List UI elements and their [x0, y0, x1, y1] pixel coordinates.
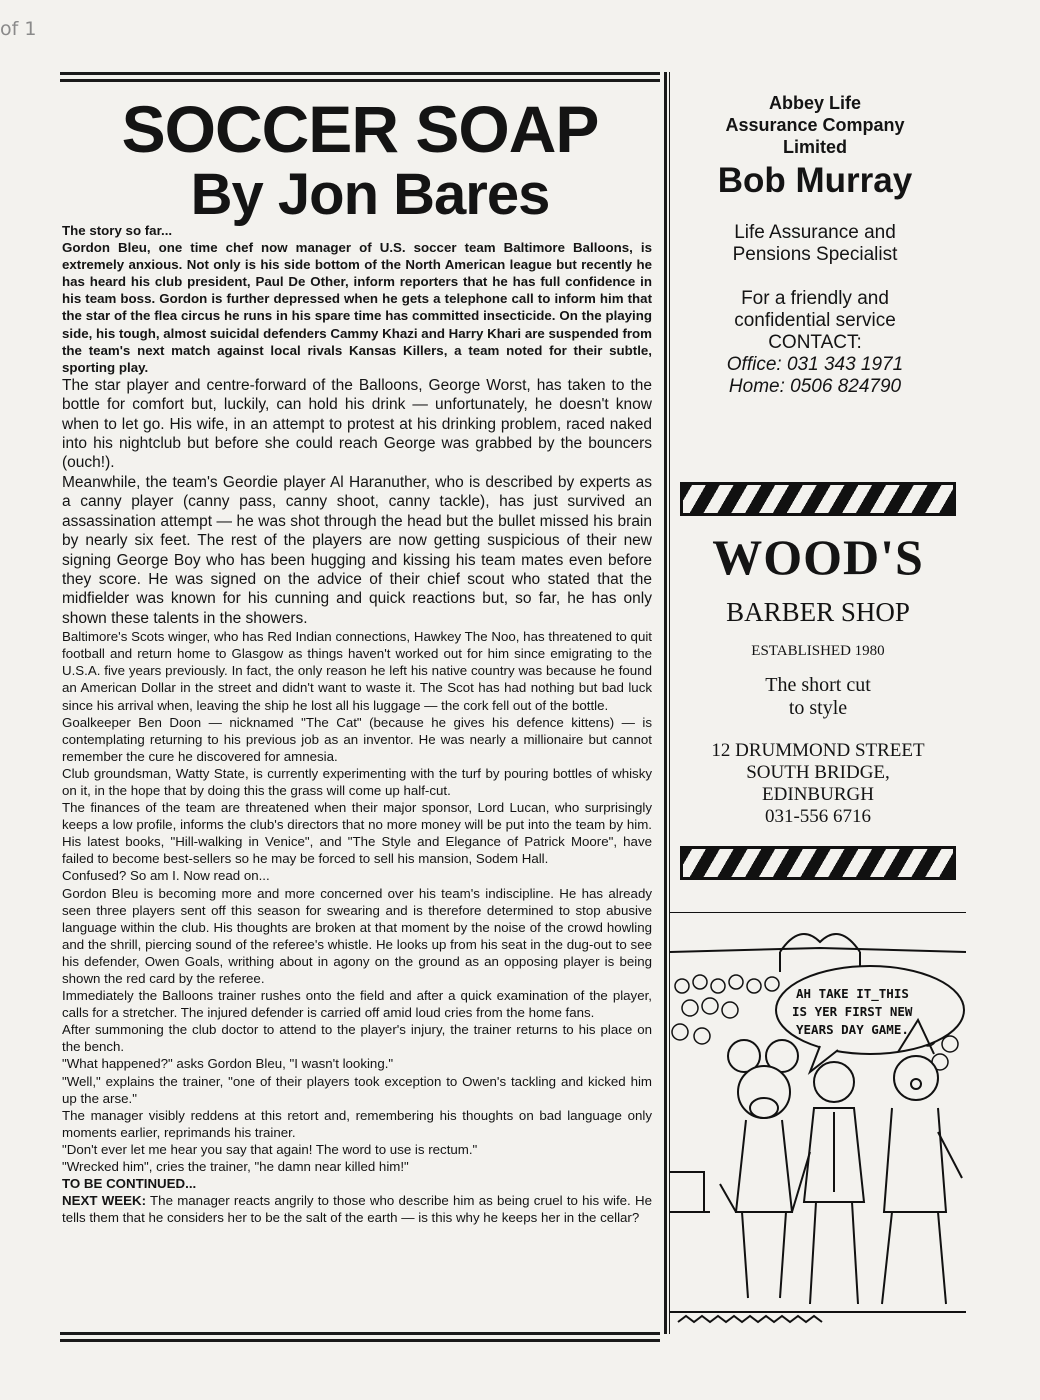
to-be-continued: TO BE CONTINUED...: [62, 1176, 197, 1192]
page-indicator: of 1: [0, 18, 37, 40]
ad-specialty-line: Life Assurance and: [734, 222, 896, 243]
intro-label: The story so far...: [62, 223, 173, 238]
ad-tagline: [680, 674, 956, 720]
ad-address-line: 12 DRUMMOND STREET: [711, 740, 925, 761]
ad-address-line: EDINBURGH: [762, 784, 874, 805]
article-paragraph: Baltimore's Scots winger, who has Red Indian connections, Hawkey The Noo, has threatened to quit football and return home to Glasgow as things haven't worked out for him since emigrating to the U.S.A. five years previously. In fact, the only reason he left his native country was because he found an American Dollar in the street and didn't want to waste it. The Scot has had nothing but bad luck since his arrival when, leaving the ship he lost all his luggage — the cork fell out of the bottle.: [62, 629, 652, 713]
intro-paragraph: Gordon Bleu, one time chef now manager of U.S. soccer team Baltimore Balloons, is extremely anxious. Not only is his side bottom of the North American league but recently he has heard his club president, Paul De Other, inform reporters that he has full confidence in his team boss. Gordon is further depressed when he gets a telephone call to inform him that the star of the flea circus he runs in his spare time has committed insecticide. On the playing side, his tough, almost suicidal defenders Cammy Khazi and Harry Khari are suspended from the team's next match against local rivals Kansas Killers, a team noted for their subtle, sporting play.: [62, 240, 652, 375]
ad-tagline-line: The short cut: [765, 674, 871, 696]
football-cartoon-illustration: [670, 912, 966, 1336]
ad-shop-name: WOOD'S: [712, 529, 924, 585]
ad-service-line: For a friendly and: [741, 288, 889, 309]
ad-contact-label: CONTACT:: [768, 332, 862, 353]
article-paragraph: Club groundsman, Watty State, is currently experimenting with the turf by pouring bottles of whisky on it, in the hope that by doing this the grass will come up half-cut.: [62, 765, 652, 798]
article-paragraph: Meanwhile, the team's Geordie player Al Haranuther, who is described by experts as a canny player (canny pass, canny shoot, canny tackle), has just survived an assassination attempt — he was shot through the head but the bullet missed his brain by nearly six feet. The rest of the players are now getting suspicious of their new signing George Boy who has been hugging and kissing his team mates even before they score. He was signed on the advice of their chief scout who stated that the midfielder was known for his cunning and quick reactions but, so far, he has only shown these talents in the showers.: [62, 473, 652, 627]
article-paragraph: The finances of the team are threatened when their major sponsor, Lord Lucan, who surprisingly keeps a low profile, informs the club's directors that no more money will be put into the team by him. His latest books, "Hill-walking in Venice", and "The Style and Elegance of Patrick Moore", have failed to become best-sellers so he may be forced to sell his mansion, Sodem Hall.: [62, 800, 652, 867]
ad-specialty: [680, 222, 950, 266]
article-paragraph: Goalkeeper Ben Doon — nicknamed "The Cat" (because he gives his defence kittens) — is contemplating returning to his previous job as an inventor. He was nearly a millionaire but cannot remember the cure he discovered for amnesia.: [62, 714, 652, 764]
article-paragraph: Immediately the Balloons trainer rushes onto the field and after a quick examination of the player, calls for a stretcher. The injured defender is carried off amid loud cries from the home fans.: [62, 988, 652, 1021]
article-paragraph: "Well," explains the trainer, "one of their players took exception to Owen's tackling and kicked him up the arse.": [62, 1073, 652, 1106]
ad-tagline-line: to style: [788, 697, 848, 719]
hazard-stripe-bottom: [680, 846, 956, 880]
article-paragraph: "Don't ever let me hear you say that again! The word to use is rectum.": [62, 1141, 478, 1157]
next-week-paragraph: [62, 1192, 652, 1226]
speech-bubble-line: AH TAKE IT_THIS: [796, 986, 909, 1001]
headline-title: SOCCER SOAP: [121, 92, 599, 166]
ad-established: ESTABLISHED 1980: [751, 643, 885, 659]
ad-company-line: Limited: [782, 137, 847, 157]
woods-barber-ad: [680, 528, 956, 828]
ad-shop-type: BARBER SHOP: [726, 597, 910, 627]
article-paragraph: The manager visibly reddens at this retort and, remembering his thoughts on bad language only moments earlier, reprimands his trainer.: [62, 1107, 652, 1140]
article-paragraph: The star player and centre-forward of the Balloons, George Worst, has taken to the bottle for comfort but, luckily, can hold his drink — unfortunately, he doesn't know when to let go. His wife, in an attempt to protest at his drinking problem, raced naked into his nightclub but before she could reach George was grabbed by the bouncers (ouch!).: [62, 376, 652, 472]
ad-address-line: SOUTH BRIDGE,: [746, 762, 890, 783]
top-rule: [60, 72, 660, 82]
article-paragraph: Confused? So am I. Now read on...: [62, 868, 270, 884]
next-week-text: The manager reacts angrily to those who describe him as being cruel to his wife. He tells them that he considers her to be the salt of the earth — is this why he keeps her in the cellar?: [62, 1193, 652, 1226]
next-week-label: NEXT WEEK:: [62, 1193, 147, 1209]
article-paragraph: Gordon Bleu is becoming more and more concerned over his team's indiscipline. He has already seen three players sent off this season for swearing and is therefore determined to stop abusive language within the club. His thoughts are broken at that moment by the noise of the crowd howling and the shrill, piercing sound of the referee's whistle. He looks up from his seat in the dug-out to see his defender, Owen Goals, writhing about in agony on the ground as an opposing player is being shown the red card by the referee.: [62, 885, 652, 986]
article-paragraph: After summoning the club doctor to attend to the player's injury, the trainer returns to his place on the bench.: [62, 1022, 652, 1055]
headline-byline: By Jon Bares: [190, 162, 550, 227]
abbey-life-ad: [680, 92, 950, 398]
ad-company-line: Abbey Life: [768, 93, 861, 113]
ad-specialty-line: Pensions Specialist: [732, 244, 898, 265]
speech-bubble-line: IS YER FIRST NEW: [792, 1004, 913, 1019]
ad-home-phone: Home: 0506 824790: [728, 376, 902, 397]
ad-service: [680, 288, 950, 332]
ad-agent-name: Bob Murray: [717, 161, 913, 200]
ad-office-phone: Office: 031 343 1971: [726, 354, 904, 375]
article-body: [62, 222, 652, 1226]
column-divider: [664, 72, 667, 1334]
ad-service-line: confidential service: [734, 310, 896, 331]
article-paragraph: "What happened?" asks Gordon Bleu, "I wasn't looking.": [62, 1056, 394, 1072]
ad-phone: 031-556 6716: [764, 806, 872, 827]
article-paragraph: "Wrecked him", cries the trainer, "he damn near killed him!": [62, 1159, 409, 1175]
speech-bubble-line: YEARS DAY GAME.: [796, 1022, 909, 1037]
bottom-rule: [60, 1332, 660, 1342]
ad-address: [680, 740, 956, 828]
hazard-stripe-top: [680, 482, 956, 516]
ad-company-line: Assurance Company: [725, 115, 905, 135]
